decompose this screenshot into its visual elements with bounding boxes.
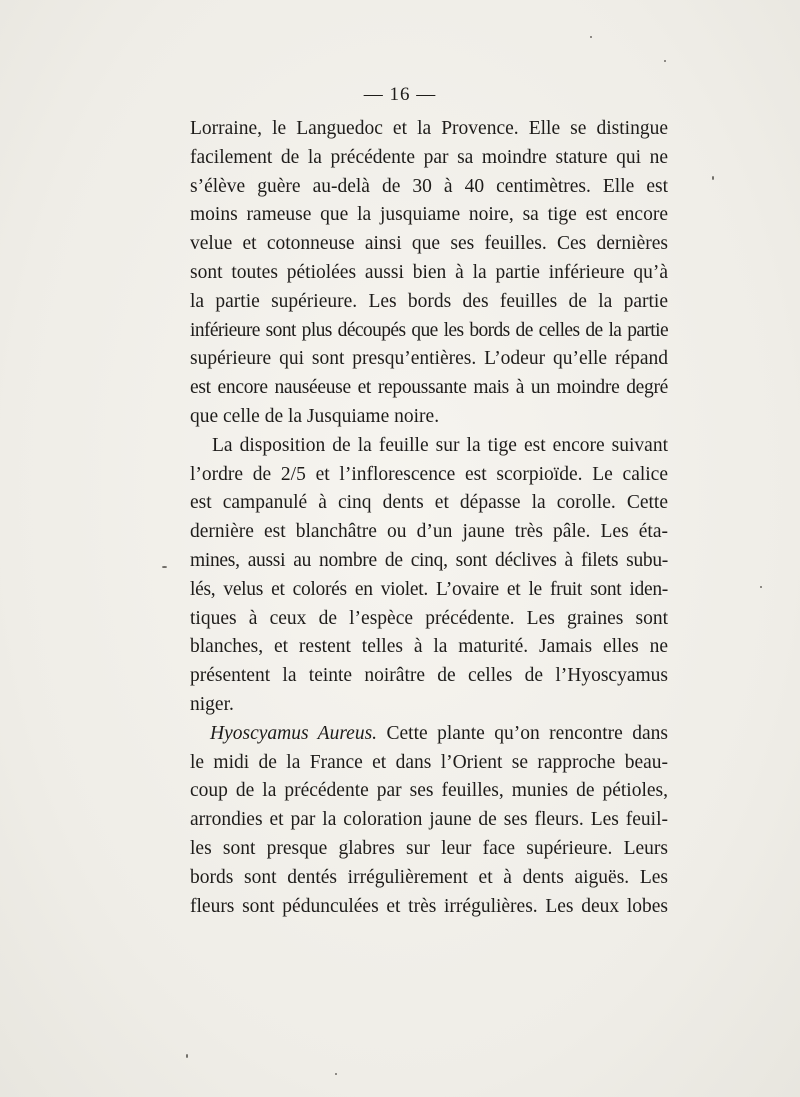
scan-speck	[186, 1054, 188, 1058]
page-number: — 16 —	[363, 84, 437, 105]
body-text	[190, 115, 668, 921]
text-line: fleurs sont pédunculées et très irrégulières. Les deux lobes	[190, 895, 668, 917]
scan-speck	[162, 566, 167, 568]
text-line: arrondies et par la coloration jaune de ses fleurs. Les feuil-	[190, 809, 668, 831]
text-line: le midi de la France et dans l’Orient se rapproche beau-	[190, 751, 668, 773]
text-line: dernière est blanchâtre ou d’un jaune très pâle. Les éta-	[190, 521, 668, 543]
paragraph-end-line: niger.	[190, 693, 234, 715]
text-line: l’ordre de 2/5 et l’inflorescence est scorpioïde. Le calice	[190, 463, 668, 485]
text-line: tiques à ceux de l’espèce précédente. Les graines sont	[190, 607, 668, 629]
scan-speck	[712, 176, 714, 180]
scan-speck	[335, 1073, 337, 1075]
text-line: les sont presque glabres sur leur face supérieure. Leurs	[190, 837, 668, 859]
text-line: facilement de la précédente par sa moindre stature qui ne	[190, 146, 668, 168]
scan-speck	[760, 586, 762, 588]
text-line: est encore nauséeuse et repoussante mais à un moindre degré	[190, 377, 668, 399]
scan-speck	[590, 36, 592, 38]
species-name: Hyoscyamus Aureus.	[210, 722, 378, 744]
text-line: coup de la précédente par ses feuilles, munies de pétioles,	[190, 780, 668, 802]
text-line: supérieure qui sont presqu’entières. L’odeur qu’elle répand	[190, 348, 668, 370]
text-line: la partie supérieure. Les bords des feuilles de la partie	[190, 290, 668, 312]
text-line: blanches, et restent telles à la maturité. Jamais elles ne	[190, 636, 668, 658]
paragraph-end-line: que celle de la Jusquiame noire.	[190, 405, 440, 427]
text-line: moins rameuse que la jusquiame noire, sa tige est encore	[190, 204, 668, 226]
text-line: lés, velus et colorés en violet. L’ovaire et le fruit sont iden-	[190, 578, 668, 600]
text-line: bords sont dentés irrégulièrement et à dents aiguës. Les	[190, 866, 668, 888]
text-line: est campanulé à cinq dents et dépasse la corolle. Cette	[190, 492, 668, 514]
text-line: s’élève guère au-delà de 30 à 40 centimètres. Elle est	[190, 175, 668, 197]
species-heading-text: Cette plante qu’on rencontre dans	[377, 722, 668, 744]
text-line: mines, aussi au nombre de cinq, sont déclives à filets subu-	[190, 549, 668, 571]
text-line: présentent la teinte noirâtre de celles de l’Hyoscyamus	[190, 665, 668, 687]
paragraph-start-line: La disposition de la feuille sur la tige est encore suivant	[212, 434, 668, 456]
text-line: velue et cotonneuse ainsi que ses feuilles. Ces dernières	[190, 233, 668, 255]
species-heading-line	[190, 720, 668, 749]
scan-speck	[664, 60, 666, 62]
text-line: Lorraine, le Languedoc et la Provence. Elle se distingue	[190, 118, 668, 139]
text-line: sont toutes pétiolées aussi bien à la partie inférieure qu’à	[190, 261, 668, 283]
text-line: inférieure sont plus découpés que les bords de celles de la partie	[190, 319, 668, 341]
